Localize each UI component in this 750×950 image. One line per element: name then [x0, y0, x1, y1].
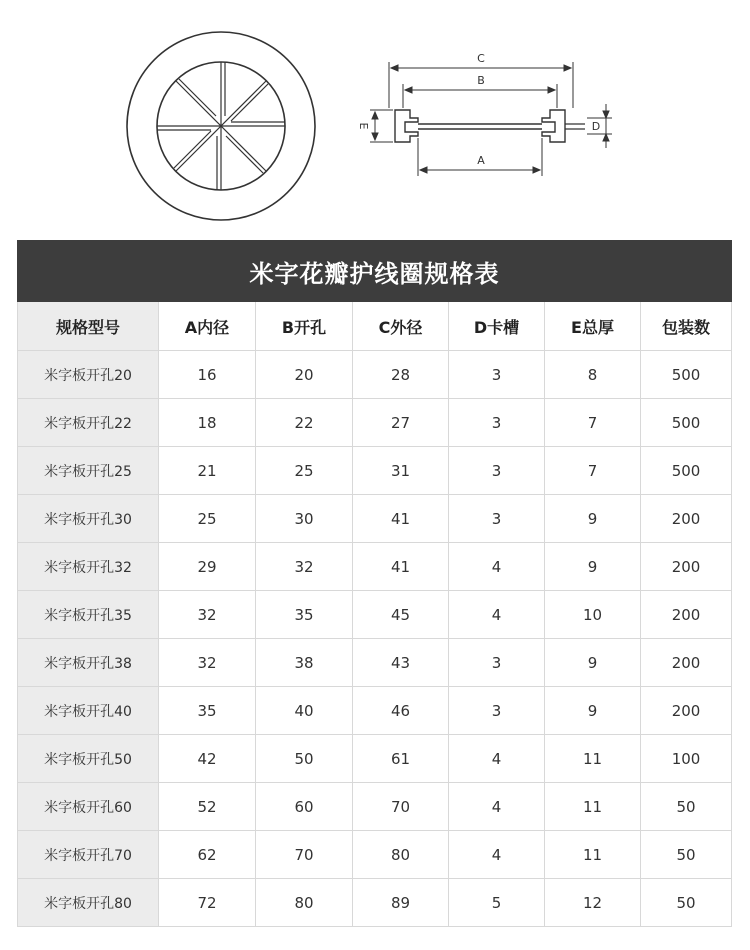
- value-cell: 20: [256, 351, 353, 399]
- value-cell: 500: [641, 351, 732, 399]
- value-cell: 100: [641, 735, 732, 783]
- table-row: [18, 495, 732, 543]
- table-row: [18, 591, 732, 639]
- column-header: 包装数: [641, 302, 732, 351]
- table-title: 米字花瓣护线圈规格表: [18, 241, 732, 302]
- column-header: 规格型号: [18, 302, 159, 351]
- value-cell: 3: [449, 399, 545, 447]
- value-cell: 27: [353, 399, 449, 447]
- model-cell: 米字板开孔32: [18, 543, 159, 591]
- model-cell: 米字板开孔38: [18, 639, 159, 687]
- value-cell: 70: [353, 783, 449, 831]
- table-row: [18, 879, 732, 927]
- table-row: [18, 735, 732, 783]
- value-cell: 28: [353, 351, 449, 399]
- value-cell: 80: [256, 879, 353, 927]
- value-cell: 11: [545, 735, 641, 783]
- value-cell: 32: [159, 639, 256, 687]
- value-cell: 52: [159, 783, 256, 831]
- model-cell: 米字板开孔80: [18, 879, 159, 927]
- value-cell: 200: [641, 543, 732, 591]
- table-row: [18, 783, 732, 831]
- dimension-label-b: B: [477, 74, 485, 87]
- value-cell: 3: [449, 639, 545, 687]
- header-row: [18, 302, 732, 351]
- value-cell: 35: [159, 687, 256, 735]
- value-cell: 22: [256, 399, 353, 447]
- value-cell: 41: [353, 495, 449, 543]
- value-cell: 45: [353, 591, 449, 639]
- value-cell: 7: [545, 399, 641, 447]
- value-cell: 30: [256, 495, 353, 543]
- value-cell: 500: [641, 399, 732, 447]
- column-header: E总厚: [545, 302, 641, 351]
- value-cell: 72: [159, 879, 256, 927]
- value-cell: 7: [545, 447, 641, 495]
- value-cell: 5: [449, 879, 545, 927]
- table-row: [18, 399, 732, 447]
- value-cell: 50: [641, 879, 732, 927]
- value-cell: 3: [449, 495, 545, 543]
- value-cell: 3: [449, 447, 545, 495]
- value-cell: 80: [353, 831, 449, 879]
- value-cell: 3: [449, 687, 545, 735]
- side-view: [370, 62, 612, 176]
- model-cell: 米字板开孔70: [18, 831, 159, 879]
- value-cell: 11: [545, 831, 641, 879]
- model-cell: 米字板开孔50: [18, 735, 159, 783]
- value-cell: 50: [641, 783, 732, 831]
- value-cell: 32: [256, 543, 353, 591]
- value-cell: 35: [256, 591, 353, 639]
- value-cell: 4: [449, 543, 545, 591]
- model-cell: 米字板开孔20: [18, 351, 159, 399]
- column-header: A内径: [159, 302, 256, 351]
- table-row: [18, 639, 732, 687]
- value-cell: 43: [353, 639, 449, 687]
- table-row: [18, 831, 732, 879]
- product-diagram: [0, 0, 750, 240]
- value-cell: 18: [159, 399, 256, 447]
- dimension-label-a: A: [477, 154, 485, 167]
- value-cell: 25: [256, 447, 353, 495]
- value-cell: 9: [545, 543, 641, 591]
- model-cell: 米字板开孔30: [18, 495, 159, 543]
- value-cell: 12: [545, 879, 641, 927]
- model-cell: 米字板开孔25: [18, 447, 159, 495]
- value-cell: 38: [256, 639, 353, 687]
- value-cell: 50: [256, 735, 353, 783]
- model-cell: 米字板开孔40: [18, 687, 159, 735]
- value-cell: 11: [545, 783, 641, 831]
- spec-table: [17, 240, 732, 927]
- value-cell: 4: [449, 735, 545, 783]
- value-cell: 60: [256, 783, 353, 831]
- value-cell: 9: [545, 687, 641, 735]
- value-cell: 200: [641, 591, 732, 639]
- value-cell: 8: [545, 351, 641, 399]
- table-row: [18, 351, 732, 399]
- table-row: [18, 543, 732, 591]
- front-view: [127, 32, 315, 220]
- value-cell: 9: [545, 639, 641, 687]
- value-cell: 9: [545, 495, 641, 543]
- value-cell: 4: [449, 831, 545, 879]
- value-cell: 32: [159, 591, 256, 639]
- table-row: [18, 447, 732, 495]
- value-cell: 16: [159, 351, 256, 399]
- value-cell: 29: [159, 543, 256, 591]
- model-cell: 米字板开孔22: [18, 399, 159, 447]
- value-cell: 200: [641, 687, 732, 735]
- model-cell: 米字板开孔35: [18, 591, 159, 639]
- value-cell: 42: [159, 735, 256, 783]
- value-cell: 70: [256, 831, 353, 879]
- value-cell: 10: [545, 591, 641, 639]
- column-header: C外径: [353, 302, 449, 351]
- dimension-label-e: E: [357, 122, 370, 130]
- value-cell: 50: [641, 831, 732, 879]
- value-cell: 89: [353, 879, 449, 927]
- value-cell: 41: [353, 543, 449, 591]
- value-cell: 4: [449, 591, 545, 639]
- value-cell: 200: [641, 639, 732, 687]
- value-cell: 200: [641, 495, 732, 543]
- dimension-label-c: C: [477, 52, 485, 65]
- column-header: B开孔: [256, 302, 353, 351]
- value-cell: 25: [159, 495, 256, 543]
- value-cell: 62: [159, 831, 256, 879]
- dimension-label-d: D: [591, 120, 601, 133]
- value-cell: 3: [449, 351, 545, 399]
- model-cell: 米字板开孔60: [18, 783, 159, 831]
- value-cell: 40: [256, 687, 353, 735]
- value-cell: 4: [449, 783, 545, 831]
- value-cell: 31: [353, 447, 449, 495]
- value-cell: 500: [641, 447, 732, 495]
- value-cell: 61: [353, 735, 449, 783]
- value-cell: 46: [353, 687, 449, 735]
- column-header: D卡槽: [449, 302, 545, 351]
- value-cell: 21: [159, 447, 256, 495]
- table-row: [18, 687, 732, 735]
